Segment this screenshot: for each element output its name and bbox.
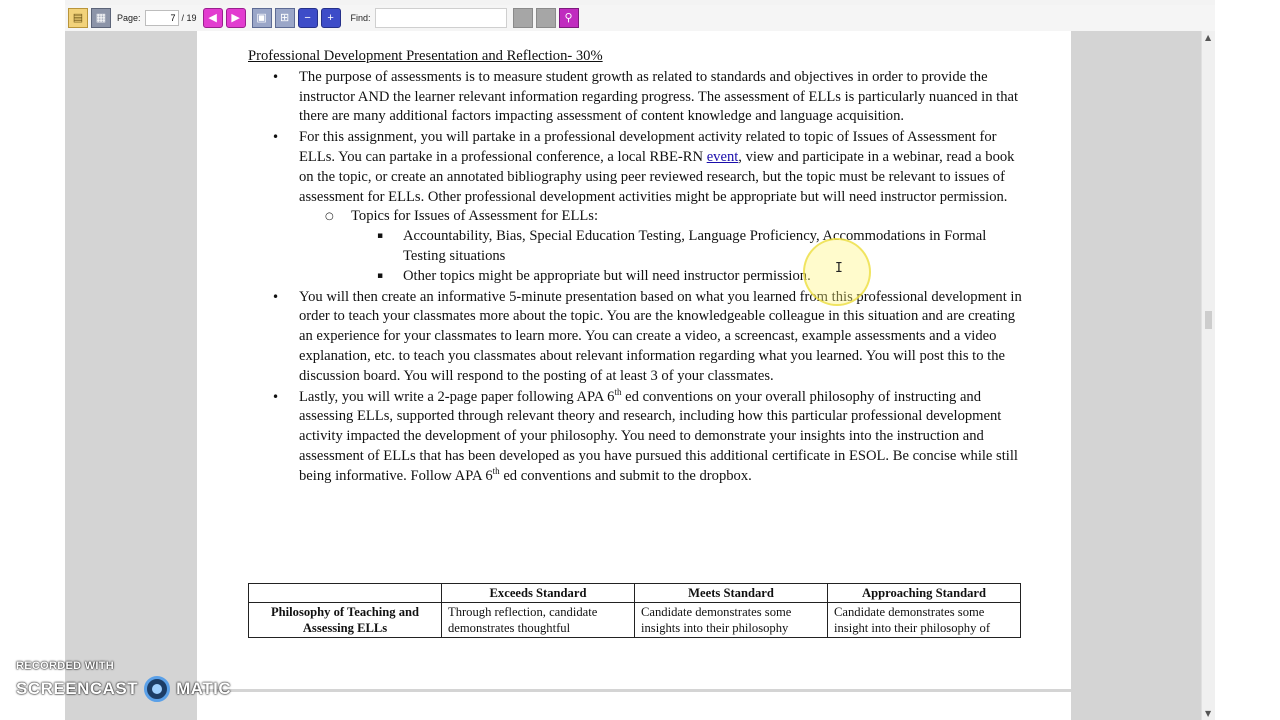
section-heading: Professional Development Presentation and Reflection- 30% xyxy=(248,48,603,64)
topic-item xyxy=(351,227,1028,267)
bullet-text: , view and participate in a webinar, read a book on the topic, or create an annotated bibliography using peer reviewed research, but the topic must be relevant to issues of assessment for ELLs. Other professional development activities might be appropriate but will need instructor permission. xyxy=(299,148,1015,205)
topic-list xyxy=(351,227,1028,286)
printer-icon[interactable]: ▦ xyxy=(91,8,111,28)
document-body xyxy=(248,47,1028,488)
right-margin xyxy=(1215,0,1280,720)
page-total: / 19 xyxy=(181,13,197,23)
main-bullet-list xyxy=(248,68,1028,487)
bullet-paper xyxy=(248,388,1028,487)
scroll-up-icon[interactable]: ▲ xyxy=(1205,33,1212,42)
left-margin xyxy=(0,0,65,720)
table-row xyxy=(249,603,1021,638)
bullet-text: Lastly, you will write a 2-page paper following APA 6 xyxy=(299,388,615,405)
page-divider xyxy=(197,689,1071,692)
arrow-right-icon[interactable]: ▶ xyxy=(226,8,246,28)
rubric-table xyxy=(248,583,1021,638)
bullet-purpose xyxy=(248,68,1028,127)
rubric-header-row xyxy=(249,584,1021,603)
rubric-header-approaching: Approaching Standard xyxy=(828,584,1021,603)
rubric-cell-approaching: Candidate demonstrates some insight into their philosophy of xyxy=(828,603,1021,638)
sub-bullet-topics xyxy=(299,207,1028,286)
find-next-icon[interactable] xyxy=(536,8,556,28)
rubric-header-empty xyxy=(249,584,442,603)
rubric-header-meets: Meets Standard xyxy=(635,584,828,603)
page-number-input[interactable] xyxy=(145,10,179,26)
scroll-down-icon[interactable]: ▼ xyxy=(1205,709,1212,718)
document-icon[interactable]: ▤ xyxy=(68,8,88,28)
watermark-brand-left: SCREENCAST xyxy=(16,679,139,698)
sub-bullet-list xyxy=(299,207,1028,286)
topic-item xyxy=(351,267,1028,287)
screencast-logo-icon xyxy=(144,676,170,702)
watermark-caption: RECORDED WITH xyxy=(16,660,115,672)
bullet-assignment xyxy=(248,128,1028,286)
document-viewer[interactable] xyxy=(65,31,1201,720)
find-label: Find: xyxy=(350,13,371,23)
zoom-in-icon[interactable]: + xyxy=(321,8,341,28)
text-cursor-icon: I xyxy=(835,261,843,276)
bullet-text: The purpose of assessments is to measure student growth as related to standards and objectives in order to provide the instructor AND the learner relevant information regarding progress. The assessment of ELLs is particularly nuanced in that there are many additional factors impacting assessment of content knowledge and language acquisition. xyxy=(299,68,1019,125)
magnifier-icon[interactable]: ⚲ xyxy=(559,8,579,28)
superscript: th xyxy=(614,386,622,397)
arrow-left-icon[interactable]: ◀ xyxy=(203,8,223,28)
rubric-cell-meets: Candidate demonstrates some insights into their philosophy xyxy=(635,603,828,638)
page-label: Page: xyxy=(117,13,141,23)
topic-text: Accountability, Bias, Special Education Testing, Language Proficiency, Accommodations in Formal Testing situations xyxy=(403,228,987,264)
watermark-brand xyxy=(16,676,231,702)
sub-bullet-text: Topics for Issues of Assessment for ELLs: xyxy=(351,208,599,225)
rubric-header-exceeds: Exceeds Standard xyxy=(442,584,635,603)
bullet-text: You will then create an informative 5-minute presentation based on what you learned from this professional development in order to teach your classmates more about the topic. You are the knowledgeable colleague in this situation and are creating an experience for your classmates to learn more. You can create a video, a screencast, example assessments and a video explanation, etc. to teach you classmates about relevant information regarding what you learned. You will post this to the discussion board. You will respond to the posting of at least 3 of your classmates. xyxy=(299,288,1022,384)
bullet-text: ed conventions and submit to the dropbox. xyxy=(499,467,752,484)
rubric-cell-exceeds: Through reflection, candidate demonstrates thoughtful xyxy=(442,603,635,638)
scroll-thumb[interactable] xyxy=(1205,311,1212,329)
bullet-presentation xyxy=(248,288,1028,387)
bullet-text: ed conventions on your overall philosophy of instructing and assessing ELLs, supported through relevant theory and research, including how this particular professional development activity impacted the development of your philosophy. You need to demonstrate your insights into the instruction and assessment of ELLs that has been developed as you have pursued this additional certificate in ESOL. Be concise while still being informative. Follow APA 6 xyxy=(299,388,1018,484)
save-icon[interactable]: ▣ xyxy=(252,8,272,28)
pdf-page xyxy=(197,31,1071,720)
watermark-brand-right: MATIC xyxy=(176,679,232,698)
bullet-text: For this assignment, you will partake in a professional development activity related to topic of Issues of Assessment for ELLs. You can partake in a professional conference, a local RBE-RN xyxy=(299,129,997,165)
pdf-toolbar xyxy=(65,5,1215,32)
vertical-scrollbar[interactable] xyxy=(1201,31,1215,720)
find-input[interactable] xyxy=(375,8,507,28)
event-link[interactable]: event xyxy=(706,148,739,165)
superscript: th xyxy=(492,465,500,476)
topic-text: Other topics might be appropriate but will need instructor permission. xyxy=(403,267,811,284)
rubric-row-label: Philosophy of Teaching and Assessing ELLs xyxy=(249,603,442,638)
fit-page-icon[interactable]: ⊞ xyxy=(275,8,295,28)
find-prev-icon[interactable] xyxy=(513,8,533,28)
screencast-watermark xyxy=(16,660,231,702)
zoom-out-icon[interactable]: − xyxy=(298,8,318,28)
